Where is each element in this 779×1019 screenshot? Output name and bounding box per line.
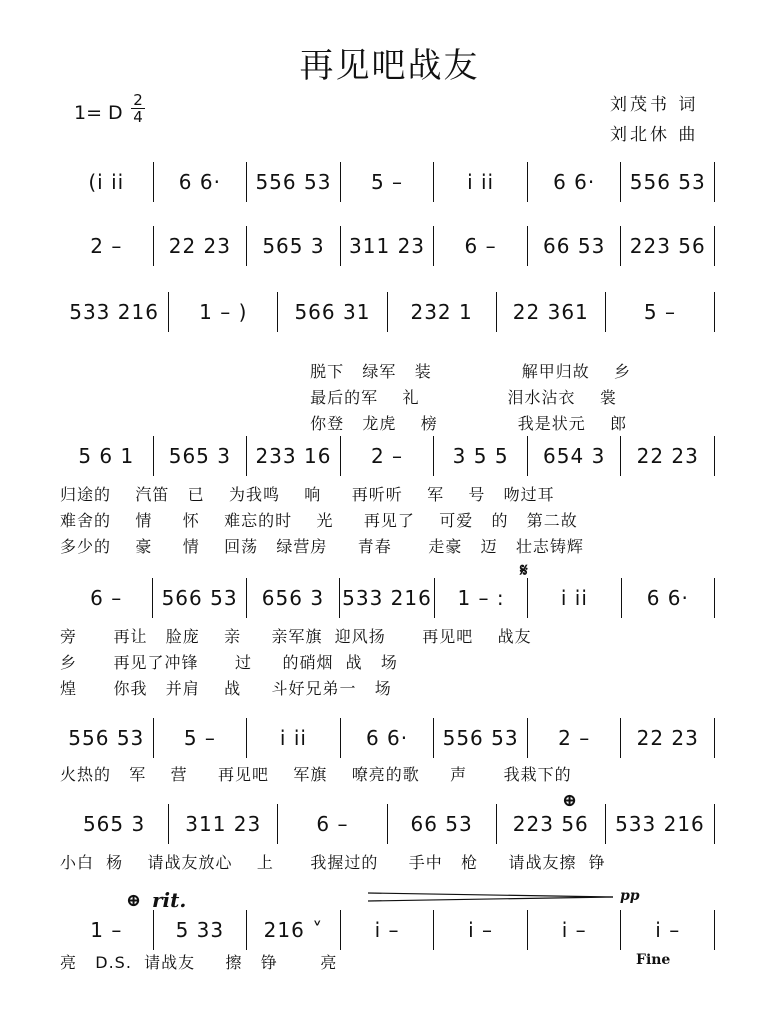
measure: 66 53 <box>528 226 622 266</box>
lyrics-line-4b: 难舍的 情 怀 难忘的时 光 再见了 可爱 的 第二故 <box>60 511 578 530</box>
measure: 565 3 <box>154 436 248 476</box>
measure: 556 53 <box>621 162 715 202</box>
notation-line-4 <box>60 436 715 476</box>
measure: 5 – <box>154 718 248 758</box>
measure: 533 216 <box>60 292 169 332</box>
coda-sign: ⊕ <box>562 790 578 811</box>
diminuendo-hairpin <box>368 890 618 904</box>
measure: 6 – <box>278 804 387 844</box>
measure: 2 – <box>60 226 154 266</box>
measure: 6 6· <box>622 578 715 618</box>
measure: 2 – <box>341 436 435 476</box>
measure: 216 ˅ <box>247 910 341 950</box>
lyric: 脱下 绿军 装 <box>310 362 432 381</box>
measure: i – <box>341 910 435 950</box>
measure: 233 16 <box>247 436 341 476</box>
measure: i – <box>621 910 715 950</box>
measure: 533 216 <box>606 804 715 844</box>
measure: i ii <box>247 718 341 758</box>
measure: 654 3 <box>528 436 622 476</box>
lyrics-line-4a: 归途的 汽笛 已 为我鸣 响 再听听 军 号 吻过耳 <box>60 485 555 504</box>
measure: i – <box>528 910 622 950</box>
notation-line-1 <box>60 162 715 202</box>
lyrics-line-8: 亮 D.S. 请战友 擦 铮 亮 <box>60 953 338 972</box>
measure: 565 3 <box>60 804 169 844</box>
lyrics-line-5c: 煌 你我 并肩 战 斗好兄弟一 场 <box>60 679 392 698</box>
measure: 565 3 <box>247 226 341 266</box>
measure: i ii <box>528 578 621 618</box>
measure: 22 23 <box>621 718 715 758</box>
measure: 223 56 <box>497 804 606 844</box>
measure: 566 53 <box>153 578 246 618</box>
measure: 556 53 <box>434 718 528 758</box>
measure: 22 361 <box>497 292 606 332</box>
measure: 556 53 <box>247 162 341 202</box>
measure: 6 – <box>434 226 528 266</box>
lyric: 你登 龙虎 榜 <box>310 414 438 433</box>
measure: 5 6 1 <box>60 436 154 476</box>
measure: i – <box>434 910 528 950</box>
notation-line-6 <box>60 718 715 758</box>
measure: 22 23 <box>621 436 715 476</box>
measure: 566 31 <box>278 292 387 332</box>
lyrics-line-3c <box>298 392 678 434</box>
measure: 22 23 <box>154 226 248 266</box>
composer-credit: 刘北休 曲 <box>610 125 699 145</box>
lyrics-line-5b: 乡 再见了冲锋 过 的硝烟 战 场 <box>60 653 398 672</box>
measure: i ii <box>434 162 528 202</box>
key-signature: 1= D <box>74 102 123 124</box>
measure: 311 23 <box>341 226 435 266</box>
measure: 556 53 <box>60 718 154 758</box>
notation-line-8 <box>60 910 715 950</box>
fine-marking: Fine <box>636 952 671 968</box>
lyrics-line-4c: 多少的 豪 情 回荡 绿营房 青春 走豪 迈 壮志铸辉 <box>60 537 584 556</box>
measure: 66 53 <box>388 804 497 844</box>
notation-line-3 <box>60 292 715 332</box>
lyric: 我是状元 郎 <box>517 414 628 433</box>
measure: 656 3 <box>247 578 340 618</box>
measure: 6 – <box>60 578 153 618</box>
rit-marking: rit. <box>152 888 187 912</box>
pp-dynamic: pp <box>620 888 640 904</box>
lyrics-line-5a: 旁 再让 脸庞 亲 亲军旗 迎风扬 再见吧 战友 <box>60 627 532 646</box>
lyric: 最后的军 礼 <box>310 388 420 407</box>
measure: (i ii <box>60 162 154 202</box>
coda-sign-2: ⊕ <box>126 890 142 911</box>
measure: 533 216 <box>340 578 435 618</box>
page-title: 再见吧战友 <box>299 46 480 86</box>
measure: 5 – <box>341 162 435 202</box>
notation-line-7 <box>60 804 715 844</box>
measure: 6 6· <box>154 162 248 202</box>
lyric: 泪水沾衣 裳 <box>507 388 617 407</box>
measure: 232 1 <box>388 292 497 332</box>
time-signature <box>131 92 145 125</box>
measure: 1 – <box>60 910 154 950</box>
measure: 3 5 5 <box>434 436 528 476</box>
time-sig-top: 2 <box>133 91 143 109</box>
measure: 6 6· <box>341 718 435 758</box>
lyric: 解甲归故 乡 <box>521 362 632 381</box>
measure: 1 – ) <box>169 292 278 332</box>
measure: 2 – <box>528 718 622 758</box>
lyrics-line-6: 火热的 军 营 再见吧 军旗 嘹亮的歌 声 我栽下的 <box>60 765 572 784</box>
segno-sign: 𝄋 <box>520 560 528 581</box>
measure: 1 – : <box>435 578 528 618</box>
notation-line-5 <box>60 578 715 618</box>
time-sig-bottom: 4 <box>131 108 145 125</box>
notation-line-2 <box>60 226 715 266</box>
measure: 5 33 <box>154 910 248 950</box>
measure: 311 23 <box>169 804 278 844</box>
lyrics-line-7: 小白 杨 请战友放心 上 我握过的 手中 枪 请战友擦 铮 <box>60 853 606 872</box>
lyricist-credit: 刘茂书 词 <box>610 95 699 115</box>
measure: 5 – <box>606 292 715 332</box>
measure: 6 6· <box>528 162 622 202</box>
measure: 223 56 <box>621 226 715 266</box>
